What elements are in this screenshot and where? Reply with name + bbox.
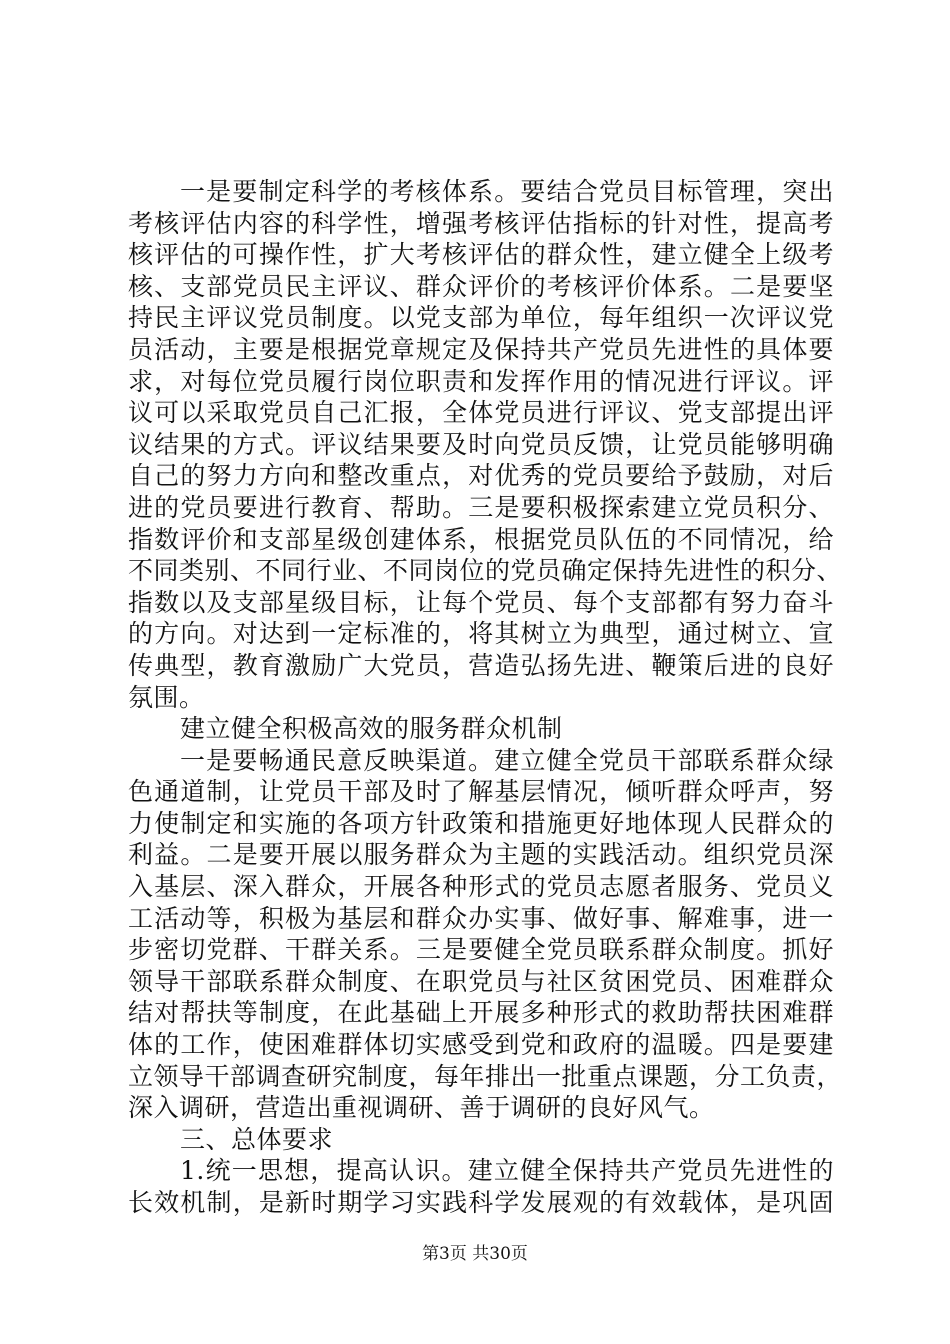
text-line: 指数评价和支部星级创建体系，根据党员队伍的不同情况，给	[128, 524, 834, 554]
text-line: 议结果的方式。评议结果要及时向党员反馈，让党员能够明确	[128, 429, 834, 459]
text-line: 自己的努力方向和整改重点，对优秀的党员要给予鼓励，对后	[128, 461, 834, 491]
text-line: 色通道制，让党员干部及时了解基层情况，倾听群众呼声，努	[128, 777, 834, 807]
text-line: 长效机制，是新时期学习实践科学发展观的有效载体，是巩固	[128, 1188, 834, 1217]
text-line: 利益。二是要开展以服务群众为主题的实践活动。组织党员深	[128, 840, 834, 870]
text-line: 领导干部联系群众制度、在职党员与社区贫困党员、困难群众	[128, 966, 834, 996]
text-line: 体的工作，使困难群体切实感受到党和政府的温暖。四是要建	[128, 1030, 834, 1060]
text-line: 1.统一思想，提高认识。建立健全保持共产党员先进性的	[180, 1156, 834, 1186]
text-line: 指数以及支部星级目标，让每个党员、每个支部都有努力奋斗	[128, 587, 834, 617]
text-line: 深入调研，营造出重视调研、善于调研的良好风气。	[128, 1093, 715, 1123]
page-footer: 第3页 共30页	[422, 1244, 528, 1264]
text-line: 一是要畅通民意反映渠道。建立健全党员干部联系群众绿	[180, 745, 834, 775]
text-line: 进的党员要进行教育、帮助。三是要积极探索建立党员积分、	[128, 492, 834, 522]
text-line: 立领导干部调查研究制度，每年排出一批重点课题，分工负责，	[128, 1061, 843, 1091]
text-line: 入基层、深入群众，开展各种形式的党员志愿者服务、党员义	[128, 872, 834, 902]
text-line: 三、总体要求	[180, 1124, 334, 1154]
text-line: 一是要制定科学的考核体系。要结合党员目标管理，突出	[180, 177, 834, 206]
text-line: 步密切党群、干群关系。三是要健全党员联系群众制度。抓好	[128, 935, 834, 965]
document-body	[128, 176, 843, 1219]
text-line: 员活动，主要是根据党章规定及保持共产党员先进性的具体要	[128, 334, 834, 364]
text-line: 结对帮扶等制度，在此基础上开展多种形式的救助帮扶困难群	[128, 998, 834, 1028]
text-line: 求，对每位党员履行岗位职责和发挥作用的情况进行评议。评	[128, 366, 834, 396]
text-line: 核评估的可操作性，扩大考核评估的群众性，建立健全上级考	[128, 240, 834, 270]
text-line: 力使制定和实施的各项方针政策和措施更好地体现人民群众的	[128, 808, 834, 838]
text-line: 氛围。	[128, 682, 205, 712]
text-line: 核、支部党员民主评议、群众评价的考核评价体系。二是要坚	[128, 271, 834, 301]
text-line: 建立健全积极高效的服务群众机制	[180, 714, 563, 744]
text-line: 传典型，教育激励广大党员，营造弘扬先进、鞭策后进的良好	[128, 650, 834, 680]
text-line: 不同类别、不同行业、不同岗位的党员确定保持先进性的积分、	[128, 556, 843, 586]
text-line: 持民主评议党员制度。以党支部为单位，每年组织一次评议党	[128, 303, 834, 333]
text-line: 工活动等，积极为基层和群众办实事、做好事、解难事，进一	[128, 903, 834, 933]
text-line: 议可以采取党员自己汇报，全体党员进行评议、党支部提出评	[128, 398, 834, 428]
text-line: 的方向。对达到一定标准的，将其树立为典型，通过树立、宣	[128, 619, 834, 649]
text-line: 考核评估内容的科学性，增强考核评估指标的针对性，提高考	[128, 208, 834, 238]
